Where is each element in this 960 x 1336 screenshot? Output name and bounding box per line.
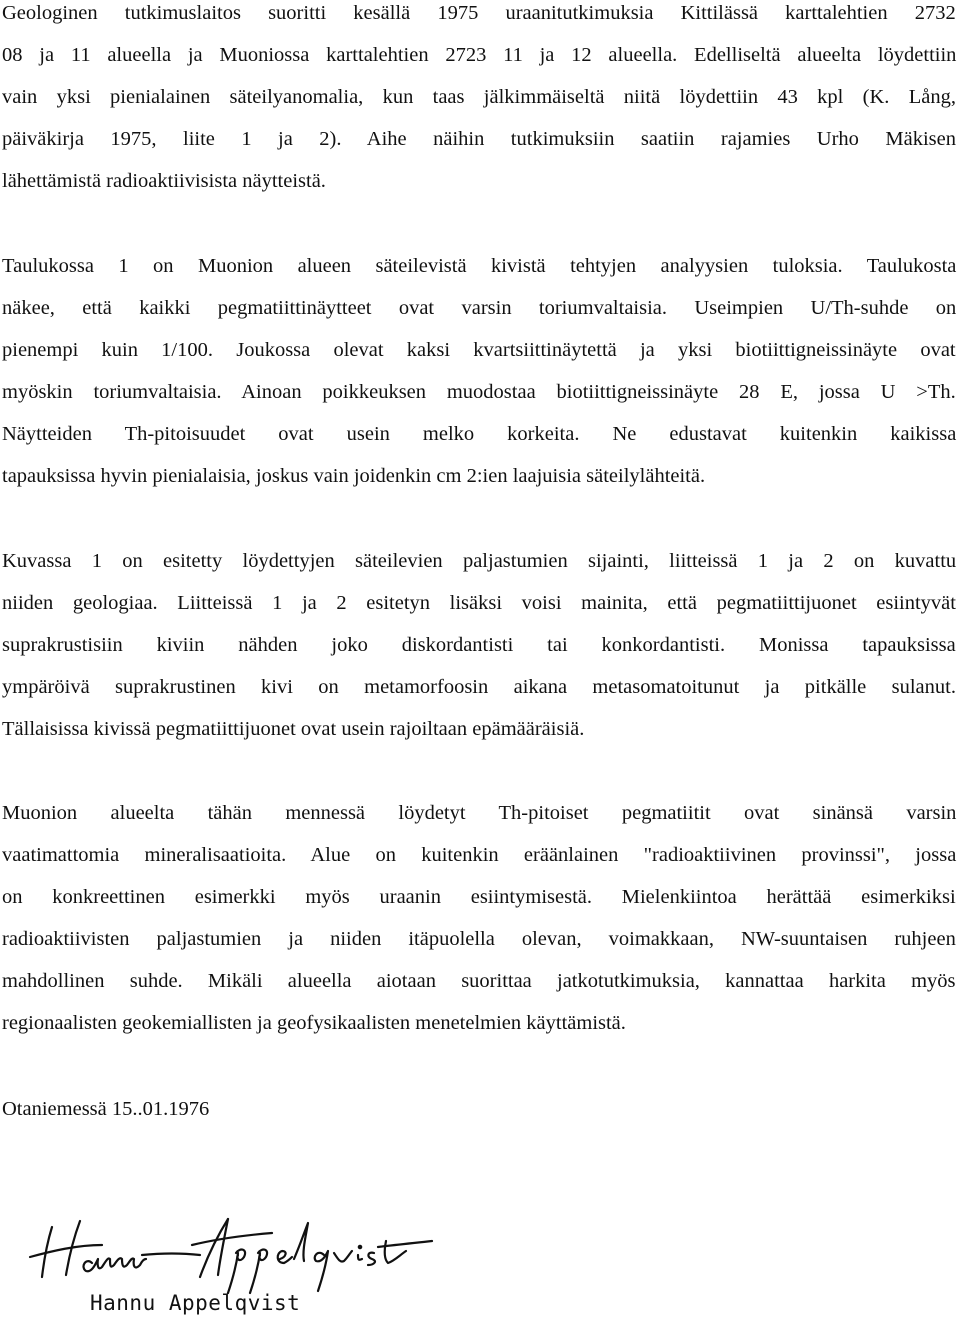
text-line: myöskin toriumvaltaisia. Ainoan poikkeuksen muodostaa biotiittigneissinäyte 28 E, jossa U >Th.	[2, 381, 956, 403]
signature-block	[22, 1215, 442, 1330]
text-line: lähettämistä radioaktiivisista näytteistä.	[2, 170, 326, 192]
text-line: näkee, että kaikki pegmatiittinäytteet ovat varsin toriumvaltaisia. Useimpien U/Th-suhde on	[2, 297, 957, 319]
text-line: mahdollinen suhde. Mikäli alueella aiotaan suorittaa jatkotutkimuksia, kannattaa harkita myös	[2, 970, 956, 992]
text-line: Tällaisissa kivissä pegmatiittijuonet ovat usein rajoiltaan epämääräisiä.	[2, 718, 585, 740]
text-line: regionaalisten geokemiallisten ja geofysikaalisten menetelmien käyttämistä.	[2, 1012, 626, 1034]
text-line: Muonion alueelta tähän mennessä löydetyt Th-pitoiset pegmatiitit ovat sinänsä varsin	[2, 802, 957, 824]
text-line: vaatimattomia mineralisaatioita. Alue on kuitenkin eräänlainen "radioaktiivinen provinssi", jossa	[2, 844, 957, 866]
text-line: Taulukossa 1 on Muonion alueen säteilevistä kivistä tehtyjen analyysien tuloksia. Taulukosta	[2, 255, 957, 277]
paragraph-3	[2, 540, 956, 750]
typed-signer-name: Hannu Appelqvist	[90, 1291, 301, 1315]
text-line: Geologinen tutkimuslaitos suoritti kesällä 1975 uraanitutkimuksia Kittilässä karttalehtien 2732	[2, 2, 956, 24]
handwritten-signature	[22, 1215, 442, 1295]
text-line: 08 ja 11 alueella ja Muoniossa karttalehtien 2723 11 ja 12 alueella. Edelliseltä alueelta löydettiin	[2, 44, 957, 66]
text-line: niiden geologiaa. Liitteissä 1 ja 2 esitetyn lisäksi voisi mainita, että pegmatiittijuonet esiintyvät	[2, 592, 956, 614]
text-line: vain yksi pienialainen säteilyanomalia, kun taas jälkimmäiseltä niitä löydettiin 43 kpl (K. Lång,	[2, 86, 956, 108]
paragraph-1	[2, 0, 956, 202]
text-line: suprakrustisiin kiviin nähden joko diskordantisti tai konkordantisti. Monissa tapauksissa	[2, 634, 956, 656]
paragraph-4	[2, 792, 956, 1044]
text-line: radioaktiivisten paljastumien ja niiden itäpuolella olevan, voimakkaan, NW-suuntaisen ruhjeen	[2, 928, 956, 950]
paragraph-2	[2, 245, 956, 497]
text-line: Näytteiden Th-pitoisuudet ovat usein melko korkeita. Ne edustavat kuitenkin kaikissa	[2, 423, 957, 445]
text-line: pienempi kuin 1/100. Joukossa olevat kaksi kvartsiittinäytettä ja yksi biotiittigneissinäyte ovat	[2, 339, 956, 361]
text-line: tapauksissa hyvin pienialaisia, joskus vain joidenkin cm 2:ien laajuisia säteilylähteitä.	[2, 465, 706, 487]
text-line: on konkreettinen esimerkki myös uraanin esiintymisestä. Mielenkiintoa herättää esimerkiksi	[2, 886, 956, 908]
text-line: päiväkirja 1975, liite 1 ja 2). Aihe näihin tutkimuksiin saatiin rajamies Urho Mäkisen	[2, 128, 956, 150]
place-date: Otaniemessä 15..01.1976	[2, 1098, 210, 1120]
text-line: Kuvassa 1 on esitetty löydettyjen säteilevien paljastumien sijainti, liitteissä 1 ja 2 on kuvattu	[2, 550, 957, 572]
text-line: ympäröivä suprakrustinen kivi on metamorfoosin aikana metasomatoitunut ja pitkälle sulanut.	[2, 676, 956, 698]
